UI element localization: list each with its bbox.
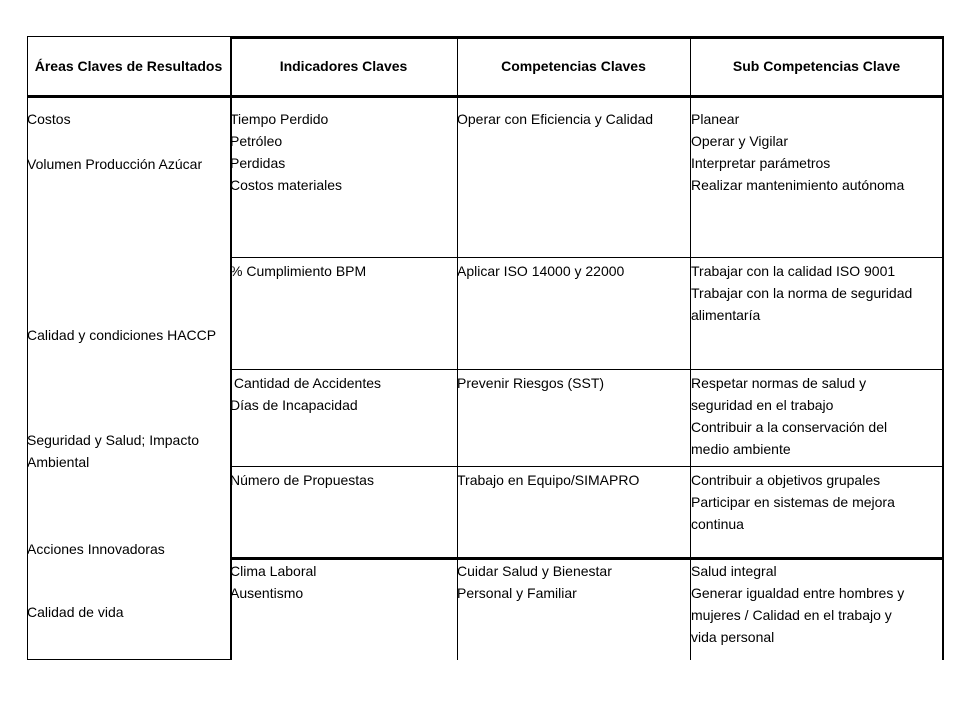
sub-competencias-cell: Planear Operar y Vigilar Interpretar parámetros Realizar mantenimiento autónoma: [691, 111, 905, 193]
indicadores-cell: Tiempo Perdido Petróleo Perdidas Costos materiales: [230, 111, 343, 193]
header-competencias: Competencias Claves: [457, 36, 690, 98]
sub-competencias-cell: Salud integral Generar igualdad entre hombres y mujeres / Calidad en el trabajo y vida personal: [691, 563, 905, 645]
area-item: Acciones Innovadoras: [27, 541, 165, 557]
header-sub-competencias: Sub Competencias Clave: [690, 36, 943, 98]
competencias-cell: Trabajo en Equipo/SIMAPRO: [457, 472, 640, 488]
indicadores-cell: % Cumplimiento BPM: [230, 263, 367, 279]
indicadores-cell: Número de Propuestas: [230, 472, 374, 488]
sub-competencias-cell: Respetar normas de salud y seguridad en el trabajo Contribuir a la conservación del medio ambiente: [691, 375, 888, 457]
competencias-cell: Cuidar Salud y Bienestar Personal y Familiar: [457, 563, 612, 601]
competencias-cell: Aplicar ISO 14000 y 22000: [457, 263, 625, 279]
area-item: Volumen Producción Azúcar: [27, 156, 203, 172]
area-item: Costos: [27, 111, 71, 127]
header-indicadores: Indicadores Claves: [230, 36, 457, 98]
competencias-cell: Prevenir Riesgos (SST): [457, 375, 605, 391]
row-divider: [230, 369, 943, 370]
area-item: Calidad y condiciones HACCP: [27, 327, 217, 343]
indicadores-cell: Cantidad de Accidentes Días de Incapacidad: [230, 375, 381, 413]
row-divider: [230, 466, 943, 467]
sub-competencias-cell: Trabajar con la calidad ISO 9001 Trabajar con la norma de seguridad alimentaría: [691, 263, 913, 323]
area-item: Calidad de vida: [27, 604, 124, 620]
row-divider: [230, 257, 943, 258]
header-areas: Áreas Claves de Resultados: [27, 36, 230, 98]
area-item: Seguridad y Salud; Impacto Ambiental: [27, 432, 199, 470]
sub-competencias-cell: Contribuir a objetivos grupales Participar en sistemas de mejora continua: [691, 472, 895, 532]
competencias-cell: Operar con Eficiencia y Calidad: [457, 111, 654, 127]
indicadores-cell: Clima Laboral Ausentismo: [230, 563, 317, 601]
